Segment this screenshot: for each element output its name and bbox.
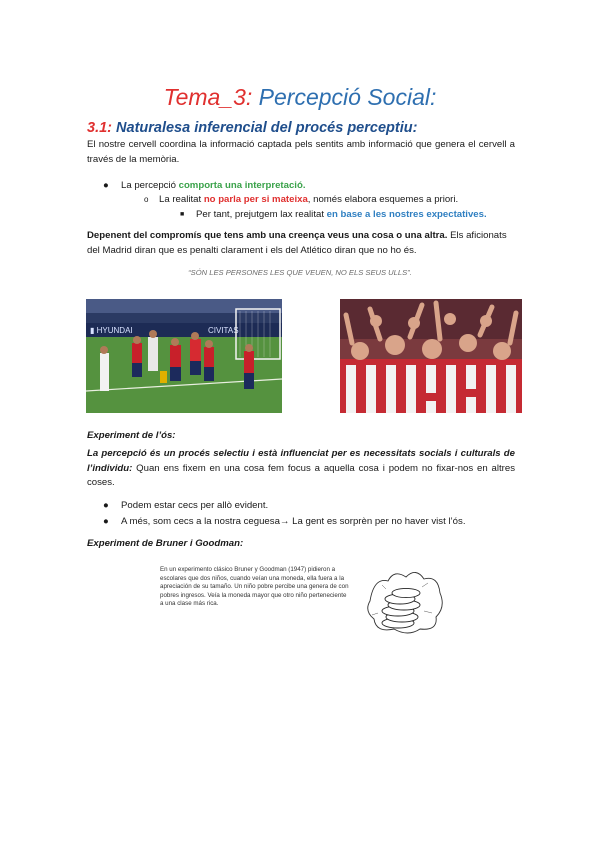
experiment-bruner-heading: Experiment de Bruner i Goodman:	[87, 538, 244, 549]
bullet-reality	[144, 193, 459, 207]
svg-text:CIVITAS: CIVITAS	[208, 326, 239, 335]
commitment-text: Els aficionats del Madrid diran que es penalti clarament i els del Atlético diran que no ho és.	[87, 230, 507, 256]
bullet-circle-icon: o	[144, 195, 149, 204]
intro-paragraph: El nostre cervell coordina la informació captada pels sentits amb informació que genera el cervell a través de la memòria.	[87, 139, 515, 165]
quote: “SÓN LES PERSONES LES QUE VEUEN, NO ELS SEUS ULLS”.	[188, 268, 412, 277]
bullet-highlight: comporta una interpretació.	[178, 180, 306, 191]
bullet-dot-icon: ●	[103, 180, 109, 191]
bullet-text: Per tant, prejutgem lax realitat	[196, 209, 327, 220]
section-title: Naturalesa inferencial del procés perceptiu:	[112, 120, 418, 136]
bullet-expectations	[180, 208, 487, 222]
experiment-bear-paragraph	[87, 447, 515, 491]
bullet-highlight: no parla per si mateixa	[203, 194, 308, 205]
bullet-text-end: , només elabora esquemes a priori.	[307, 194, 459, 205]
title-subject: Percepció Social:	[252, 84, 437, 110]
svg-text:▮ HYUNDAI: ▮ HYUNDAI	[90, 326, 133, 335]
bullet-text: A més, som cecs a la nostra ceguesa→ La gent es sorprèn per no haver vist l’ós.	[121, 516, 466, 527]
bullet-square-icon: ■	[180, 211, 185, 218]
bullet-text: La percepció	[121, 180, 179, 191]
bullet-perception	[103, 179, 306, 193]
experiment-bear-text: Quan ens fixem en una cosa fem focus a aquella cosa i podem no fixar-nos en altres coses.	[87, 462, 515, 489]
experiment-bear-lead: La percepció és un procés selectiu i està influenciat per es necessitats socials i culturals de l’individu:	[87, 448, 515, 474]
bullet-blind-obvious	[103, 499, 269, 513]
bullet-dot-icon: ●	[103, 500, 109, 511]
bullet-dot-icon: ●	[103, 516, 109, 527]
page-title	[0, 84, 600, 111]
football-match-photo	[86, 299, 282, 413]
title-topic: Tema_3:	[163, 84, 253, 110]
bullet-blind-blindness	[103, 515, 466, 529]
commitment-bold: Depenent del compromís que tens amb una creença veus una cosa o una altra.	[87, 230, 448, 241]
bullet-text: La realitat	[159, 194, 204, 205]
commitment-paragraph	[87, 229, 515, 258]
bullet-text: Podem estar cecs per allò evident.	[121, 500, 269, 511]
bullet-highlight: en base a les nostres expectatives.	[326, 209, 487, 220]
scanned-text-excerpt: En un experimento clásico Bruner y Goodman (1947) pidieron a escolares que dos niños, cuando veían una moneda, ella fuera a la apreciación de su tamaño. Un niño pobre percibe una genera de con pobres ingresos. Veía la moneda mayor que otro niño perteneciente a una clase más rica.	[160, 566, 349, 608]
coin-stack-drawing	[364, 567, 448, 637]
section-number: 3.1:	[87, 120, 112, 136]
section-heading	[87, 120, 417, 136]
atletico-fans-photo	[340, 299, 522, 413]
experiment-bear-heading: Experiment de l’ós:	[87, 430, 176, 441]
